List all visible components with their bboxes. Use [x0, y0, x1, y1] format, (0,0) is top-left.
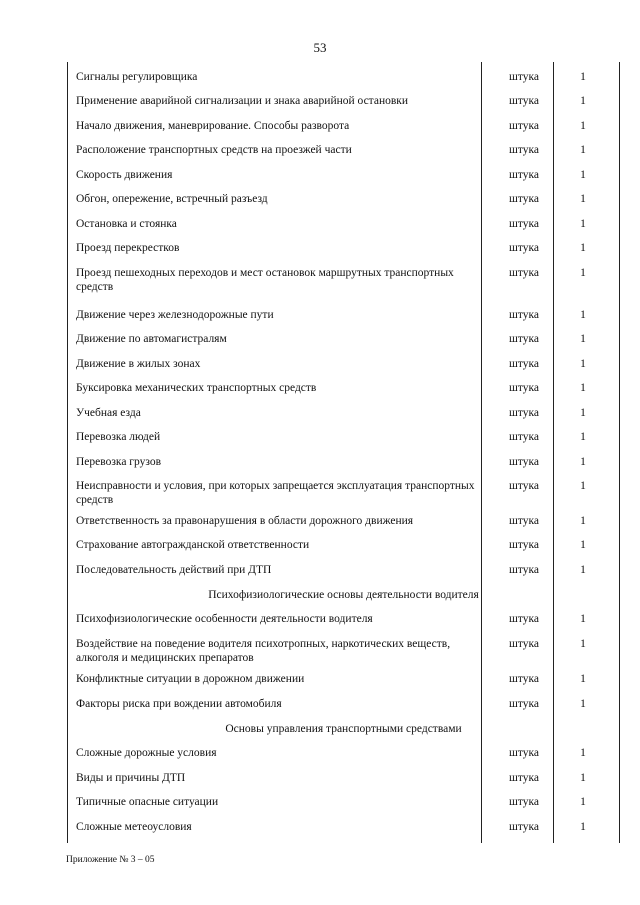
- item-name: Расположение транспортных средств на проезжей части: [76, 144, 352, 156]
- item-unit: штука: [509, 144, 539, 156]
- item-name: Перевозка людей: [76, 431, 161, 443]
- item-quantity: 1: [580, 515, 586, 527]
- item-quantity: 1: [580, 456, 586, 468]
- item-unit: штука: [509, 613, 539, 625]
- item-name: Перевозка грузов: [76, 456, 162, 468]
- item-name: Применение аварийной сигнализации и знака аварийной остановки: [76, 95, 409, 107]
- item-name: Виды и причины ДТП: [76, 772, 186, 784]
- item-quantity: 1: [580, 309, 586, 321]
- item-unit: штука: [509, 431, 539, 443]
- item-name: Обгон, опережение, встречный разъезд: [76, 193, 268, 205]
- item-quantity: 1: [580, 71, 586, 83]
- item-unit: штука: [509, 772, 539, 784]
- page-number: 53: [313, 40, 327, 55]
- item-unit: штука: [509, 95, 539, 107]
- item-name: Сигналы регулировщика: [76, 71, 198, 83]
- section-heading: Психофизиологические основы деятельности водителя: [208, 589, 479, 601]
- item-unit: штука: [509, 71, 539, 83]
- item-name: Проезд перекрестков: [76, 242, 180, 254]
- item-unit: штука: [509, 242, 539, 254]
- item-unit: штука: [509, 564, 539, 576]
- item-unit: штука: [509, 382, 539, 394]
- item-quantity: 1: [580, 242, 586, 254]
- item-name: Конфликтные ситуации в дорожном движении: [76, 673, 305, 685]
- item-unit: штука: [509, 309, 539, 321]
- item-name: Последовательность действий при ДТП: [76, 564, 272, 576]
- item-quantity: 1: [580, 539, 586, 551]
- item-quantity: 1: [580, 480, 586, 492]
- item-name: Движение через железнодорожные пути: [76, 309, 274, 321]
- item-quantity: 1: [580, 120, 586, 132]
- item-name: Движение по автомагистралям: [76, 333, 227, 345]
- item-quantity: 1: [580, 638, 586, 650]
- item-quantity: 1: [580, 747, 586, 759]
- item-name: Скорость движения: [76, 169, 173, 181]
- item-unit: штука: [509, 698, 539, 710]
- item-unit: штука: [509, 480, 539, 492]
- item-name: Проезд пешеходных переходов и мест остановок маршрутных транспортных средств: [76, 267, 454, 293]
- item-unit: штука: [509, 638, 539, 650]
- item-unit: штука: [509, 169, 539, 181]
- item-name: Воздействие на поведение водителя психотропных, наркотических веществ, алкоголя и медицинских препаратов: [76, 638, 451, 664]
- item-quantity: 1: [580, 169, 586, 181]
- item-name: Сложные метеоусловия: [76, 821, 192, 833]
- item-unit: штука: [509, 358, 539, 370]
- item-name: Буксировка механических транспортных средств: [76, 382, 317, 394]
- item-quantity: 1: [580, 144, 586, 156]
- item-quantity: 1: [580, 407, 586, 419]
- item-name: Психофизиологические особенности деятельности водителя: [76, 613, 373, 625]
- item-name: Страхование автогражданской ответственности: [76, 539, 310, 551]
- item-unit: штука: [509, 407, 539, 419]
- item-quantity: 1: [580, 333, 586, 345]
- item-name: Движение в жилых зонах: [76, 358, 201, 370]
- item-quantity: 1: [580, 218, 586, 230]
- item-quantity: 1: [580, 821, 586, 833]
- item-name: Начало движения, маневрирование. Способы разворота: [76, 120, 350, 132]
- item-unit: штука: [509, 120, 539, 132]
- item-unit: штука: [509, 267, 539, 279]
- item-name: Типичные опасные ситуации: [76, 796, 219, 808]
- equipment-table: [67, 62, 620, 843]
- item-unit: штука: [509, 515, 539, 527]
- item-unit: штука: [509, 821, 539, 833]
- item-unit: штука: [509, 747, 539, 759]
- item-quantity: 1: [580, 193, 586, 205]
- item-quantity: 1: [580, 772, 586, 784]
- item-unit: штука: [509, 539, 539, 551]
- item-quantity: 1: [580, 95, 586, 107]
- item-quantity: 1: [580, 564, 586, 576]
- item-name: Остановка и стоянка: [76, 218, 177, 230]
- section-heading: Основы управления транспортными средствами: [225, 723, 462, 735]
- item-unit: штука: [509, 218, 539, 230]
- item-quantity: 1: [580, 613, 586, 625]
- item-name: Учебная езда: [76, 407, 141, 419]
- item-quantity: 1: [580, 673, 586, 685]
- footer-note: Приложение № 3 – 05: [66, 855, 155, 865]
- item-name: Неисправности и условия, при которых запрещается эксплуатация транспортных средств: [76, 480, 475, 506]
- item-unit: штука: [509, 673, 539, 685]
- item-name: Ответственность за правонарушения в области дорожного движения: [76, 515, 414, 527]
- item-quantity: 1: [580, 796, 586, 808]
- item-quantity: 1: [580, 358, 586, 370]
- item-quantity: 1: [580, 382, 586, 394]
- item-unit: штука: [509, 193, 539, 205]
- item-unit: штука: [509, 456, 539, 468]
- item-unit: штука: [509, 796, 539, 808]
- item-quantity: 1: [580, 267, 586, 279]
- item-name: Факторы риска при вождении автомобиля: [76, 698, 282, 710]
- item-name: Сложные дорожные условия: [76, 747, 217, 759]
- item-unit: штука: [509, 333, 539, 345]
- item-quantity: 1: [580, 431, 586, 443]
- item-quantity: 1: [580, 698, 586, 710]
